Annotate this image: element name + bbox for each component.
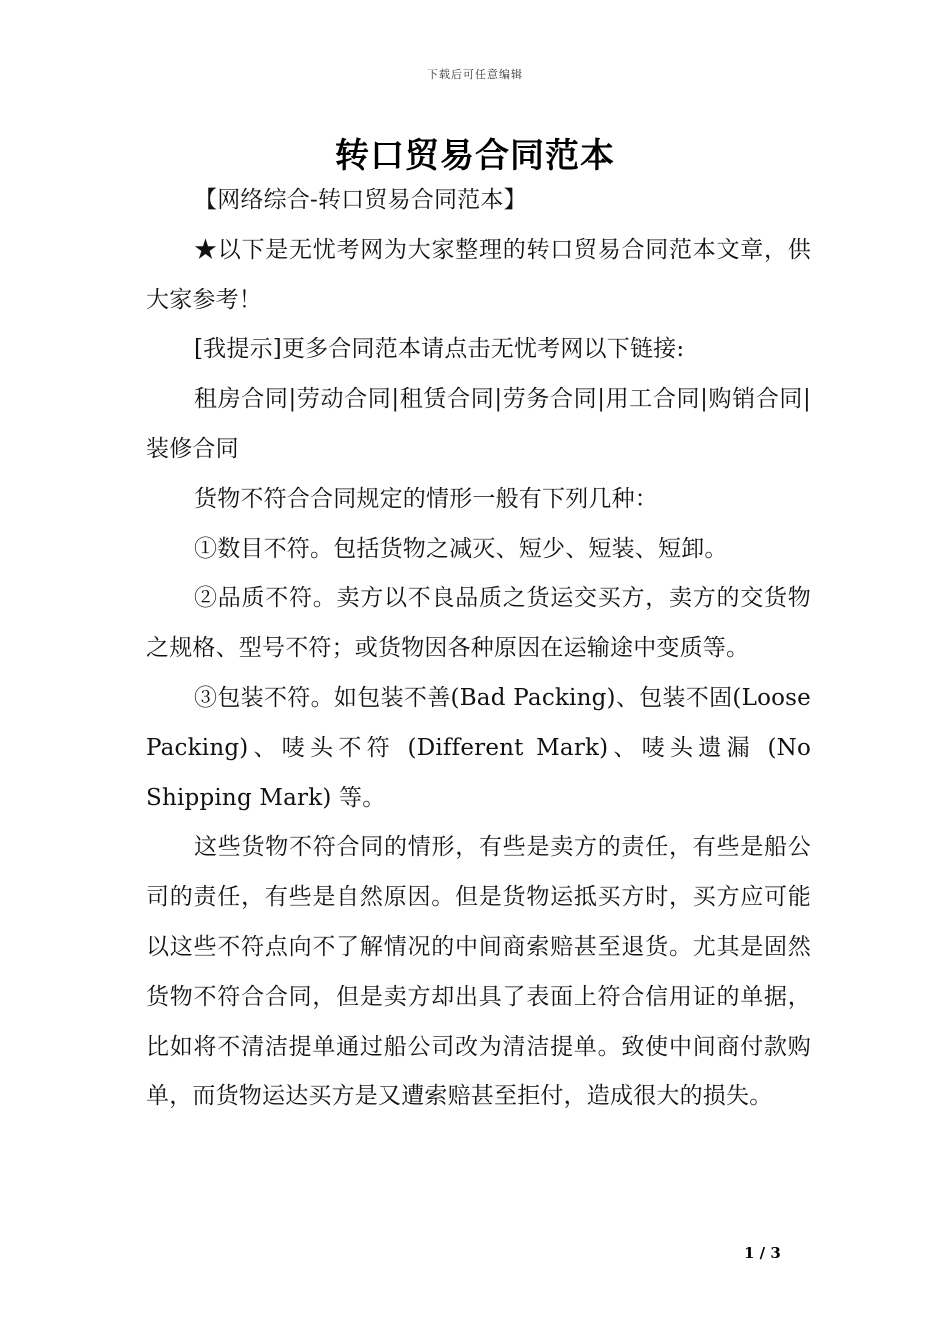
intro-paragraph: ★以下是无忧考网为大家整理的转口贸易合同范本文章，供大家参考！ [146, 236, 811, 313]
header-note: 下载后可任意编辑 [427, 68, 523, 81]
contract-links-paragraph: 租房合同|劳动合同|租赁合同|劳务合同|用工合同|购销合同|装修合同 [146, 386, 811, 462]
document-body [146, 176, 811, 1122]
closing-paragraph: 这些货物不符合同的情形，有些是卖方的责任，有些是船公司的责任，有些是自然原因。但是货物运抵买方时，买方应可能以这些不符点向不了解情况的中间商索赔甚至退货。尤其是固然货物不符合合同，但是卖方却出具了表面上符合信用证的单据，比如将不清洁提单通过船公司改为清洁提单。致使中间商付款购单，而货物运达买方是又遭索赔甚至拒付，造成很大的损失。 [146, 834, 811, 1110]
tip-paragraph: [我提示]更多合同范本请点击无忧考网以下链接: [194, 336, 685, 363]
item-quantity: ①数目不符。包括货物之减灭、短少、短装、短卸。 [194, 535, 728, 562]
category-line: 【网络综合-转口贸易合同范本】 [194, 187, 527, 213]
item-quality: ②品质不符。卖方以不良品质之货运交买方，卖方的交货物之规格、型号不符；或货物因各种原因在运输途中变质等。 [146, 585, 811, 662]
item-packing: ③包装不符。如包装不善(Bad Packing)、包装不固(Loose Packing)、唛头不符 (Different Mark)、唛头遗漏 (No Shipping Mark) 等。 [146, 684, 811, 811]
lead-paragraph: 货物不符合合同规定的情形一般有下列几种： [194, 485, 658, 512]
page-number: 1 / 3 [744, 1244, 781, 1262]
document-title: 转口贸易合同范本 [335, 136, 615, 176]
